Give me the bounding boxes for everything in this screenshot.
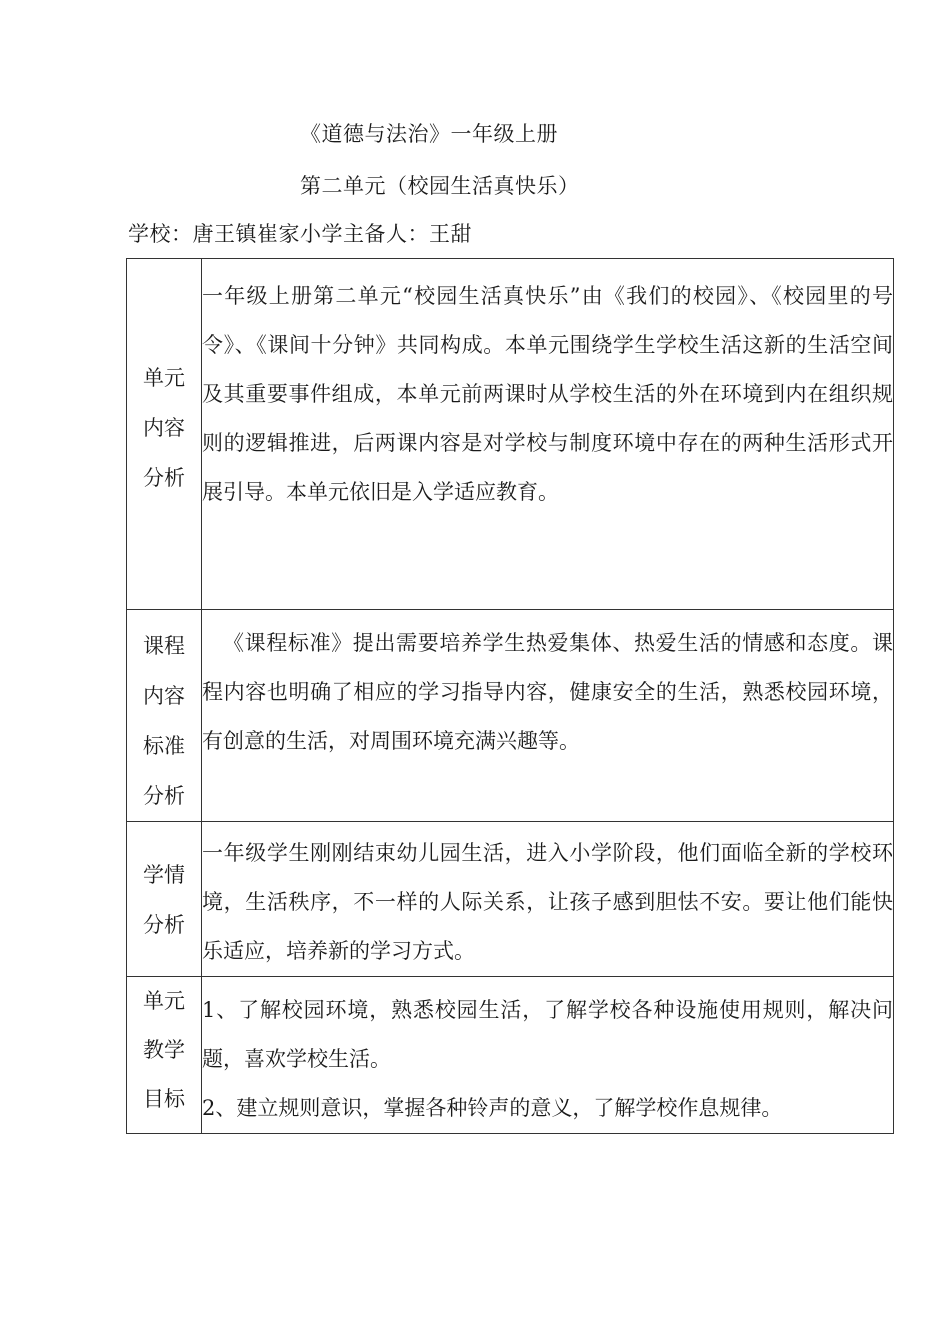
- table-row-student-analysis: [127, 822, 894, 977]
- goal-item: 2、建立规则意识，掌握各种铃声的意义，了解学校作息规律。: [202, 1096, 783, 1120]
- table-row-unit-content: [127, 259, 894, 610]
- table-row-teaching-goals: [127, 977, 894, 1134]
- row-label-cell: [127, 610, 202, 822]
- unit-title: 第二单元（校园生活真快乐）: [300, 174, 580, 198]
- lesson-plan-table: [126, 258, 894, 1134]
- row-label-cell: [127, 977, 202, 1134]
- goal-list: [202, 977, 893, 1133]
- row-content-cell: [202, 610, 894, 822]
- row-content: 一年级上册第二单元“校园生活真快乐”由《我们的校园》、《校园里的号令》、《课间十分钟》共同构成。本单元围绕学生学校生活这新的生活空间及其重要事件组成，本单元前两课时从学校生活的外在环境到内在组织规则的逻辑推进，后两课内容是对学校与制度环境中存在的两种生活形式开展引导。本单元依旧是入学适应教育。: [202, 284, 893, 504]
- row-label: 单元内容分析: [142, 366, 185, 490]
- row-content: 《课程标准》提出需要培养学生热爱集体、热爱生活的情感和态度。课程内容也明确了相应的学习指导内容，健康安全的生活，熟悉校园环境，有创意的生活，对周围环境充满兴趣等。: [202, 631, 893, 753]
- row-label-cell: [127, 259, 202, 610]
- row-content-cell: [202, 822, 894, 977]
- row-label-cell: [127, 822, 202, 977]
- row-content: 一年级学生刚刚结束幼儿园生活，进入小学阶段，他们面临全新的学校环境，生活秩序，不一样的人际关系，让孩子感到胆怯不安。要让他们能快乐适应，培养新的学习方式。: [202, 841, 893, 963]
- row-label: 学情分析: [142, 863, 185, 937]
- school-preparer-line: 学校：唐王镇崔家小学主备人：王甜: [128, 222, 472, 246]
- row-content-cell: [202, 259, 894, 610]
- row-label: 课程内容标准分析: [142, 634, 185, 808]
- row-label: 单元教学目标: [142, 989, 185, 1111]
- row-content-cell: [202, 977, 894, 1134]
- table-row-curriculum-standard: [127, 610, 894, 822]
- document-title: 《道德与法治》一年级上册: [300, 122, 558, 146]
- goal-item: 1、了解校园环境，熟悉校园生活，了解学校各种设施使用规则，解决问题，喜欢学校生活。: [202, 998, 893, 1071]
